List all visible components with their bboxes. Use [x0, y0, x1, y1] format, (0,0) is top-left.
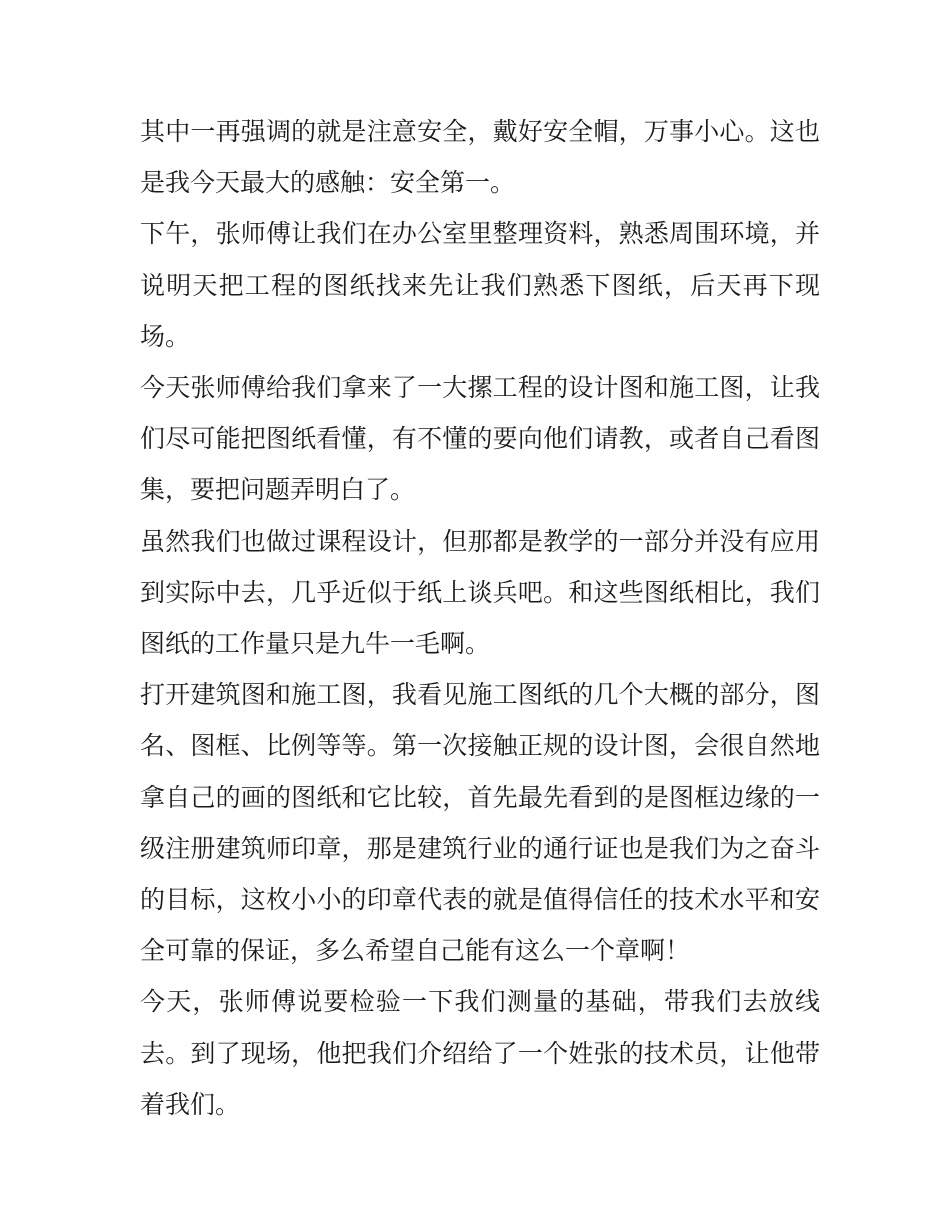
document-body: [140, 106, 820, 1130]
paragraph-afternoon: 下午，张师傅让我们在办公室里整理资料，熟悉周围环境，并说明天把工程的图纸找来先让我们熟悉下图纸，后天再下现场。: [140, 219, 820, 351]
paragraph-stamp: 打开建筑图和施工图，我看见施工图纸的几个大概的部分，图名、图框、比例等等。第一次接触正规的设计图，会很自然地拿自己的画的图纸和它比较，首先最先看到的是图框边缘的一级注册建筑师印章，那是建筑行业的通行证也是我们为之奋斗的目标，这枚小小的印章代表的就是值得信任的技术水平和安全可靠的保证，多么希望自己能有这么一个章啊！: [140, 680, 820, 966]
paragraph-surveying: 今天，张师傅说要检验一下我们测量的基础，带我们去放线去。到了现场，他把我们介绍给了一个姓张的技术员，让他带着我们。: [140, 987, 820, 1119]
paragraph-drawings: 今天张师傅给我们拿来了一大摞工程的设计图和施工图，让我们尽可能把图纸看懂，有不懂的要向他们请教，或者自己看图集，要把问题弄明白了。: [140, 373, 820, 505]
paragraph-course-design: 虽然我们也做过课程设计，但那都是教学的一部分并没有应用到实际中去，几乎近似于纸上谈兵吧。和这些图纸相比，我们图纸的工作量只是九牛一毛啊。: [140, 526, 820, 659]
paragraph-safety: 其中一再强调的就是注意安全，戴好安全帽，万事小心。这也是我今天最大的感触：安全第一。: [140, 117, 820, 198]
